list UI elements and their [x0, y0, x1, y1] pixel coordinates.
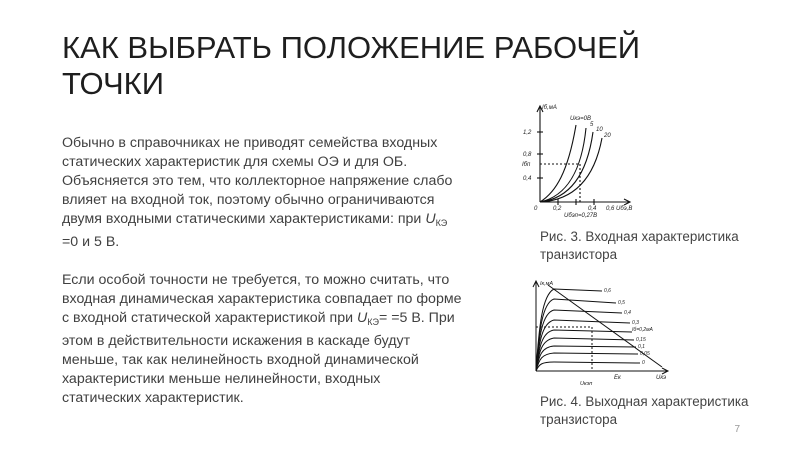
paragraph-1-text: Обычно в справочниках не приводят семейства входных статических характеристик для схемы ОЭ и для ОБ. Объясняется это тем, что коллекторное напряжение слабо влияет на входной ток, поэтому обычно ограничиваются двумя входными статическими характеристиками: при: [62, 135, 453, 227]
fig4-curve-label: Iб=0,2мА: [632, 327, 653, 333]
fig4-curve-label: 0,05: [640, 351, 650, 357]
page-number: 7: [734, 424, 740, 435]
fig4-curve: [536, 338, 634, 371]
fig4-curve-label: 0,4: [624, 310, 631, 316]
fig3-x-tick: 0: [534, 206, 538, 212]
paragraph-2-text: Если особой точности не требуется, то можно считать, что входная динамическая характеристика совпадает по форме с входной статической характеристикой при: [62, 272, 462, 326]
fig4-point-label: Ек: [614, 375, 621, 381]
figure-3-input-characteristic: [520, 100, 640, 220]
figure-3-plot: [520, 100, 640, 220]
paragraph-1-tail: =0 и 5 В.: [62, 234, 120, 250]
fig4-y-label: Iк,мА: [540, 281, 554, 287]
fig4-curve-label: 0,15: [636, 337, 646, 343]
paragraph-2-tail: = =5 В. При этом в действительности искажения в каскаде будут меньше, так как нелинейность входной динамической характеристики меньше нелинейности, входных статических характеристик.: [62, 310, 455, 406]
fig4-bottom-label: Uкэп: [580, 381, 593, 387]
body-text: [62, 134, 462, 427]
fig3-curve-label: Uкэ=0В: [570, 116, 591, 122]
fig4-curve-label: 0,6: [604, 288, 611, 294]
fig4-curve: [536, 346, 636, 371]
fig3-operating-label: Iбп: [522, 162, 531, 168]
figure-4-plot: [522, 277, 672, 389]
fig3-curve-label: 5: [590, 122, 594, 128]
fig3-x-tick: 0,6: [606, 206, 615, 212]
slide-title: КАК ВЫБРАТЬ ПОЛОЖЕНИЕ РАБОЧЕЙ ТОЧКИ: [62, 30, 641, 101]
fig3-y-tick: 0,8: [523, 152, 532, 158]
fig3-curve-label: 10: [596, 127, 603, 133]
fig3-curve-10: [540, 132, 593, 202]
paragraph-2: [62, 271, 462, 408]
fig4-curve: [536, 299, 616, 371]
fig4-x-label: Uкэ: [656, 375, 667, 381]
fig3-x-tick: 0,2: [553, 206, 562, 212]
fig3-y-tick: 0,4: [523, 176, 532, 182]
subscript-ke: КЭ: [435, 218, 448, 228]
fig4-curve-label: 0,5: [618, 300, 625, 306]
fig4-curve: [536, 320, 630, 371]
fig3-x-label: Uбэ,В: [616, 206, 633, 212]
figure-4-caption: Рис. 4. Выходная характеристика транзистора: [540, 394, 749, 427]
fig4-curve: [536, 362, 640, 371]
fig4-curve: [536, 330, 632, 371]
fig4-curve-label: 0,1: [638, 344, 645, 350]
variable-u: U: [425, 211, 436, 227]
variable-u: U: [357, 310, 368, 326]
fig3-y-label: Iб,мА: [542, 105, 557, 111]
paragraph-1: [62, 134, 462, 252]
fig4-curve-label: 0,3: [632, 320, 639, 326]
fig3-curve-label: 20: [604, 133, 611, 139]
fig4-curve-label: 0: [642, 360, 645, 366]
figure-3-caption: Рис. 3. Входная характеристика транзистора: [540, 229, 739, 262]
fig3-x-tick: 0,4: [588, 206, 597, 212]
fig3-y-tick: 1,2: [523, 130, 532, 136]
fig3-bottom-label: Uбэп=0,27В: [564, 213, 598, 219]
subscript-ke: КЭ: [367, 317, 379, 327]
fig3-curve-5: [540, 128, 586, 202]
figure-4-output-characteristic: [522, 277, 672, 389]
